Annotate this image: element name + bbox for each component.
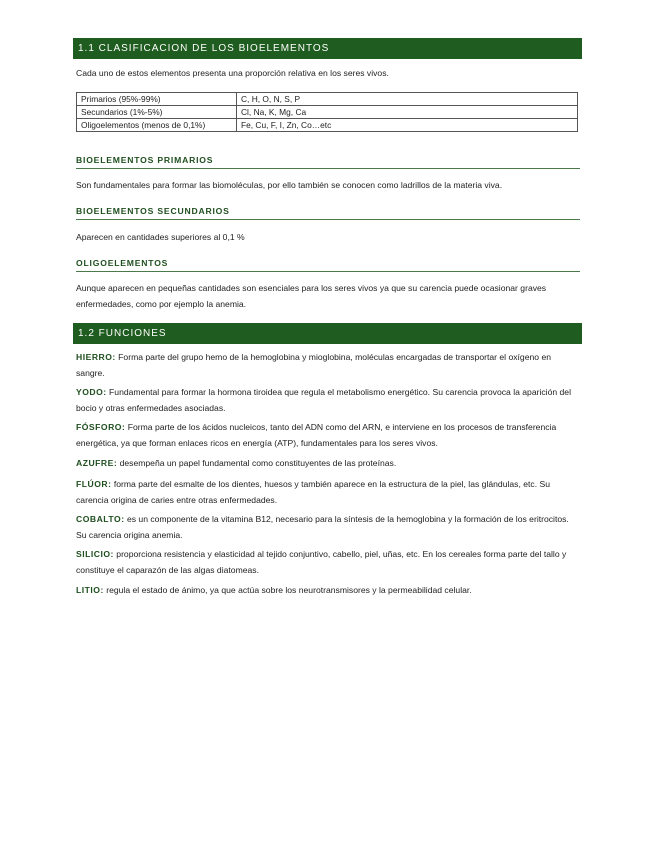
function-term: HIERRO:	[76, 352, 116, 362]
function-item-fluor	[76, 477, 576, 508]
function-text: es un componente de la vitamina B12, necesario para la síntesis de la hemoglobina y la formación de los eritrocitos. Su carencia origina anemia.	[76, 514, 569, 540]
function-text: Fundamental para formar la hormona tiroidea que regula el metabolismo energético. Su carencia provoca la aparición del bocio y otras enfermedades asociadas.	[76, 387, 571, 413]
function-item-azufre	[76, 456, 576, 472]
function-item-silicio	[76, 547, 576, 578]
function-term: YODO:	[76, 387, 107, 397]
function-item-litio	[76, 583, 576, 599]
function-term: FLÚOR:	[76, 479, 112, 489]
heading-secundarios: BIOELEMENTOS SECUNDARIOS	[76, 205, 580, 220]
table-cell: Cl, Na, K, Mg, Ca	[237, 106, 578, 119]
table-cell: Fe, Cu, F, I, Zn, Co…etc	[237, 119, 578, 132]
function-text: forma parte del esmalte de los dientes, huesos y también aparece en la estructura de la piel, las glándulas, etc. Su carencia origina de caries entre otras enfermedades.	[76, 479, 551, 505]
secundarios-text: Aparecen en cantidades superiores al 0,1 %	[76, 232, 245, 242]
function-item-fosforo	[76, 420, 576, 451]
function-text: Forma parte del grupo hemo de la hemoglobina y mioglobina, moléculas encargadas de transportar el oxígeno en sangre.	[76, 352, 551, 378]
section-title-funciones: 1.2 FUNCIONES	[73, 323, 582, 344]
table-cell: Secundarios (1%-5%)	[77, 106, 237, 119]
function-term: FÓSFORO:	[76, 422, 126, 432]
heading-primarios: BIOELEMENTOS PRIMARIOS	[76, 154, 580, 169]
primarios-text: Son fundamentales para formar las biomoléculas, por ello también se conocen como ladrillos de la materia viva.	[76, 180, 503, 190]
function-term: LITIO:	[76, 585, 104, 595]
table-row	[77, 106, 578, 119]
oligo-text: Aunque aparecen en pequeñas cantidades son esenciales para los seres vivos ya que su carencia puede ocasionar graves enfermedades, como por ejemplo la anemia.	[76, 283, 547, 309]
function-term: COBALTO:	[76, 514, 125, 524]
table-cell: Oligoelementos (menos de 0,1%)	[77, 119, 237, 132]
bioelements-table	[76, 92, 578, 132]
function-item-cobalto	[76, 512, 576, 543]
table-row	[77, 119, 578, 132]
function-text: desempeña un papel fundamental como constituyentes de las proteínas.	[117, 458, 397, 468]
function-item-yodo	[76, 385, 576, 416]
table-cell: C, H, O, N, S, P	[237, 93, 578, 106]
intro-text: Cada uno de estos elementos presenta una proporción relativa en los seres vivos.	[76, 68, 389, 78]
function-item-hierro	[76, 350, 576, 381]
function-text: regula el estado de ánimo, ya que actúa sobre los neurotransmisores y la permeabilidad celular.	[103, 585, 472, 595]
section-title-clasificacion: 1.1 CLASIFICACION DE LOS BIOELEMENTOS	[73, 38, 582, 59]
table-cell: Primarios (95%-99%)	[77, 93, 237, 106]
function-text: Forma parte de los ácidos nucleicos, tanto del ADN como del ARN, e interviene en los procesos de transferencia energética, ya que forman enlaces ricos en energía (ATP), fundamentales para los seres vivos.	[76, 422, 557, 448]
heading-oligoelementos: OLIGOELEMENTOS	[76, 257, 580, 272]
function-term: SILICIO:	[76, 549, 114, 559]
function-term: AZUFRE:	[76, 458, 118, 468]
table-row	[77, 93, 578, 106]
function-text: proporciona resistencia y elasticidad al tejido conjuntivo, cabello, piel, uñas, etc. En los cereales forma parte del tallo y constituye el caparazón de las algas diatomeas.	[76, 549, 567, 575]
